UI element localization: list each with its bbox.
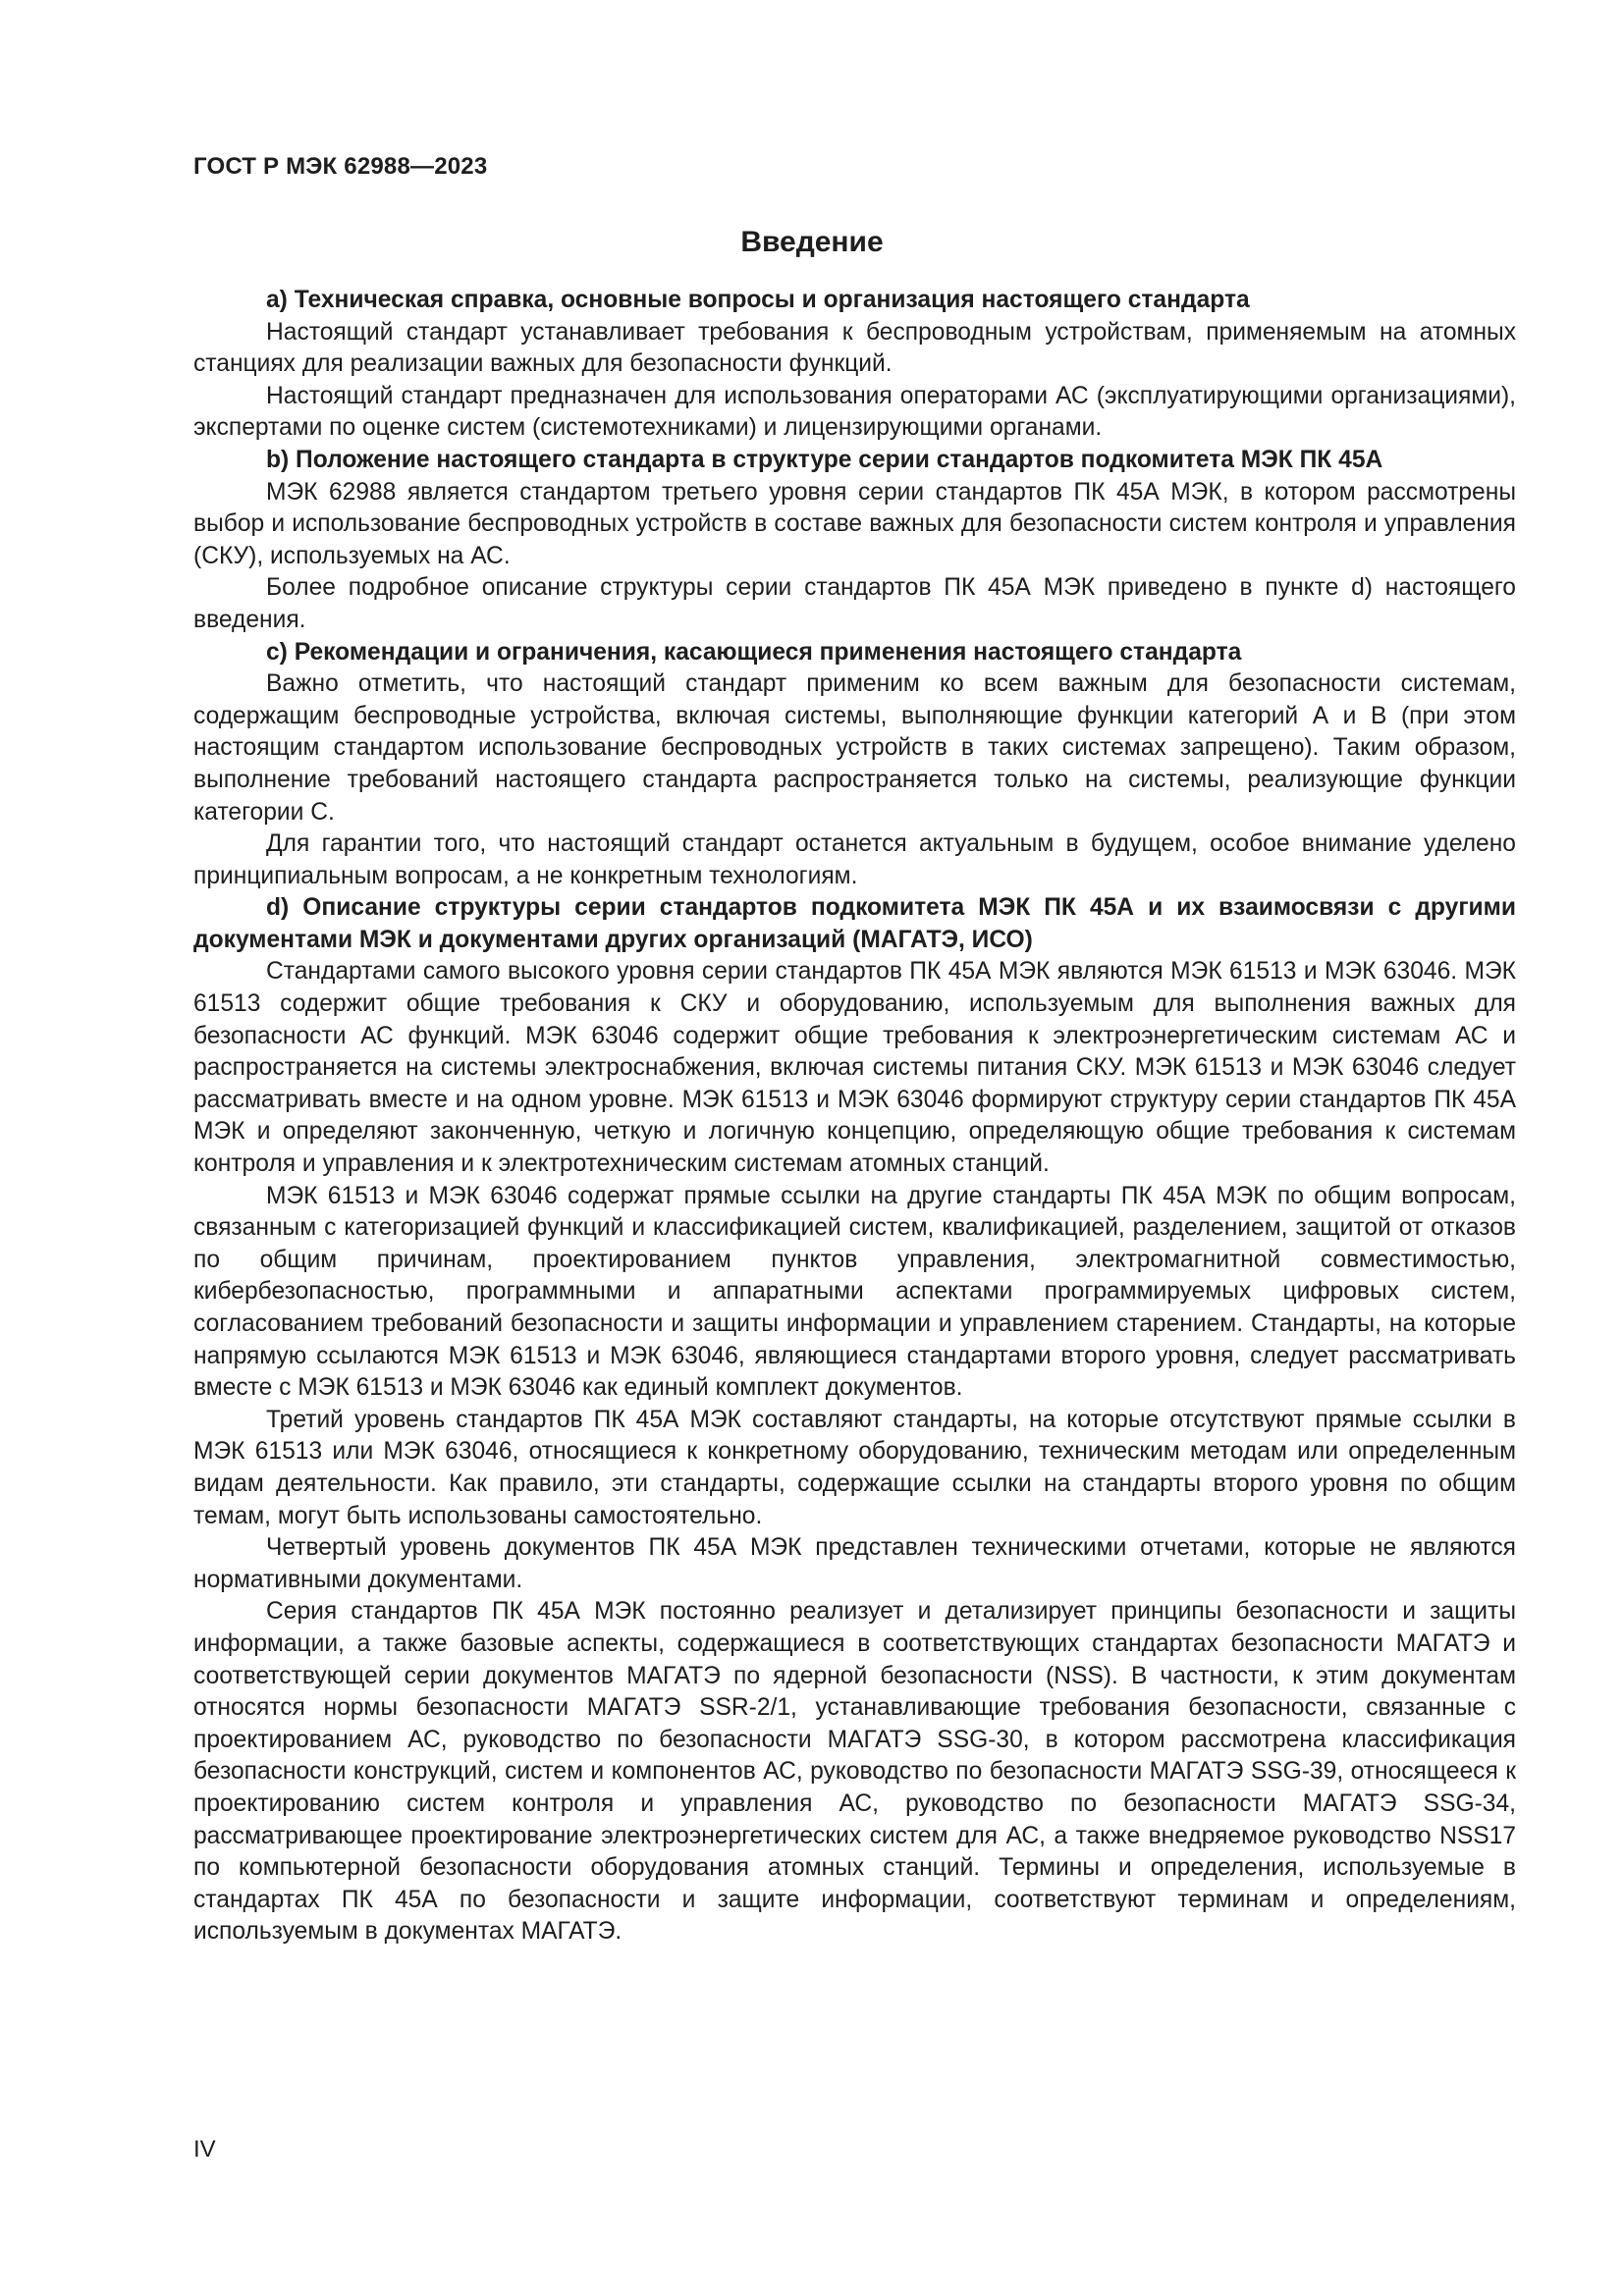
subsection-heading-a: a) Техническая справка, основные вопросы и организация настоящего стандарта bbox=[266, 287, 1250, 313]
document-body bbox=[193, 285, 1516, 1949]
paragraph: Третий уровень стандартов ПК 45А МЭК составляют стандарты, на которые отсутствуют прямые ссылки в МЭК 61513 или МЭК 63046, относящиеся к конкретному оборудованию, техническим методам или определенным видам деятельности. Как правило, эти стандарты, содержащие ссылки на стандарты второго уровня по общим темам, могут быть использованы самостоятельно. bbox=[193, 1406, 1516, 1529]
paragraph: Для гарантии того, что настоящий стандарт останется актуальным в будущем, особое внимание уделено принципиальным вопросам, а не конкретным технологиям. bbox=[193, 830, 1516, 889]
subsection-heading-b: b) Положение настоящего стандарта в структуре серии стандартов подкомитета МЭК ПК 45А bbox=[266, 446, 1383, 473]
paragraph: Более подробное описание структуры серии стандартов ПК 45А МЭК приведено в пункте d) настоящего введения. bbox=[193, 574, 1516, 633]
paragraph: МЭК 61513 и МЭК 63046 содержат прямые ссылки на другие стандарты ПК 45А МЭК по общим вопросам, связанным с категоризацией функций и классификацией систем, квалификацией, разделением, защитой от отказов по общим причинам, проектированием пунктов управления, электромагнитной совместимостью, кибербезопасностью, программными и аппаратными аспектами программируемых цифровых систем, согласованием требований безопасности и защиты информации и управлением старением. Стандарты, на которые напрямую ссылаются МЭК 61513 и МЭК 63046, являющиеся стандартами второго уровня, следует рассматривать вместе с МЭК 61513 и МЭК 63046 как единый комплект документов. bbox=[193, 1182, 1516, 1402]
paragraph: МЭК 62988 является стандартом третьего уровня серии стандартов ПК 45А МЭК, в котором рассмотрены выбор и использование беспроводных устройств в составе важных для безопасности систем контроля и управления (СКУ), используемых на АС. bbox=[193, 478, 1516, 569]
paragraph: Четвертый уровень документов ПК 45А МЭК представлен техническими отчетами, которые не являются нормативными документами. bbox=[193, 1534, 1516, 1593]
subsection-heading-d: d) Описание структуры серии стандартов подкомитета МЭК ПК 45А и их взаимосвязи с другими документами МЭК и документами других организаций (МАГАТЭ, ИСО) bbox=[193, 894, 1516, 953]
section-title: Введение bbox=[740, 226, 884, 258]
page-number: IV bbox=[193, 2136, 216, 2163]
paragraph: Серия стандартов ПК 45А МЭК постоянно реализует и детализирует принципы безопасности и защиты информации, а также базовые аспекты, содержащиеся в соответствующих стандартах безопасности МАГАТЭ и соответствующей серии документов МАГАТЭ по ядерной безопасности (NSS). В частности, к этим документам относятся нормы безопасности МАГАТЭ SSR-2/1, устанавливающие требования безопасности, связанные с проектированием АС, руководство по безопасности МАГАТЭ SSG-30, в котором рассмотрена классификация безопасности конструкций, систем и компонентов АС, руководство по безопасности МАГАТЭ SSG-39, относящееся к проектированию систем контроля и управления АС, руководство по безопасности МАГАТЭ SSG-34, рассматривающее проектирование электроэнергетических систем для АС, а также внедряемое руководство NSS17 по компьютерной безопасности оборудования атомных станций. Термины и определения, используемые в стандартах ПК 45А по безопасности и защите информации, соответствуют терминам и определениям, используемым в документах МАГАТЭ. bbox=[193, 1598, 1516, 1946]
paragraph: Стандартами самого высокого уровня серии стандартов ПК 45А МЭК являются МЭК 61513 и МЭК 63046. МЭК 61513 содержит общие требования к СКУ и оборудованию, используемым для выполнения важных для безопасности АС функций. МЭК 63046 содержит общие требования к электроэнергетическим системам АС и распространяется на системы электроснабжения, включая системы питания СКУ. МЭК 61513 и МЭК 63046 следует рассматривать вместе и на одном уровне. МЭК 61513 и МЭК 63046 формируют структуру серии стандартов ПК 45А МЭК и определяют законченную, четкую и логичную концепцию, определяющую общие требования к системам контроля и управления и к электротехническим системам атомных станций. bbox=[193, 958, 1516, 1178]
paragraph: Настоящий стандарт предназначен для использования операторами АС (эксплуатирующими организациями), экспертами по оценке систем (системотехниками) и лицензирующими органами. bbox=[193, 382, 1516, 442]
paragraph: Важно отметить, что настоящий стандарт применим ко всем важным для безопасности системам, содержащим беспроводные устройства, включая системы, выполняющие функции категорий А и В (при этом настоящим стандартом использование беспроводных устройств в таких системах запрещено). Таким образом, выполнение требований настоящего стандарта распространяется только на системы, реализующие функции категории С. bbox=[193, 670, 1516, 826]
subsection-heading-c: c) Рекомендации и ограничения, касающиеся применения настоящего стандарта bbox=[266, 638, 1242, 666]
paragraph: Настоящий стандарт устанавливает требования к беспроводным устройствам, применяемым на атомных станциях для реализации важных для безопасности функций. bbox=[193, 318, 1516, 378]
document-code: ГОСТ Р МЭК 62988—2023 bbox=[193, 153, 488, 180]
